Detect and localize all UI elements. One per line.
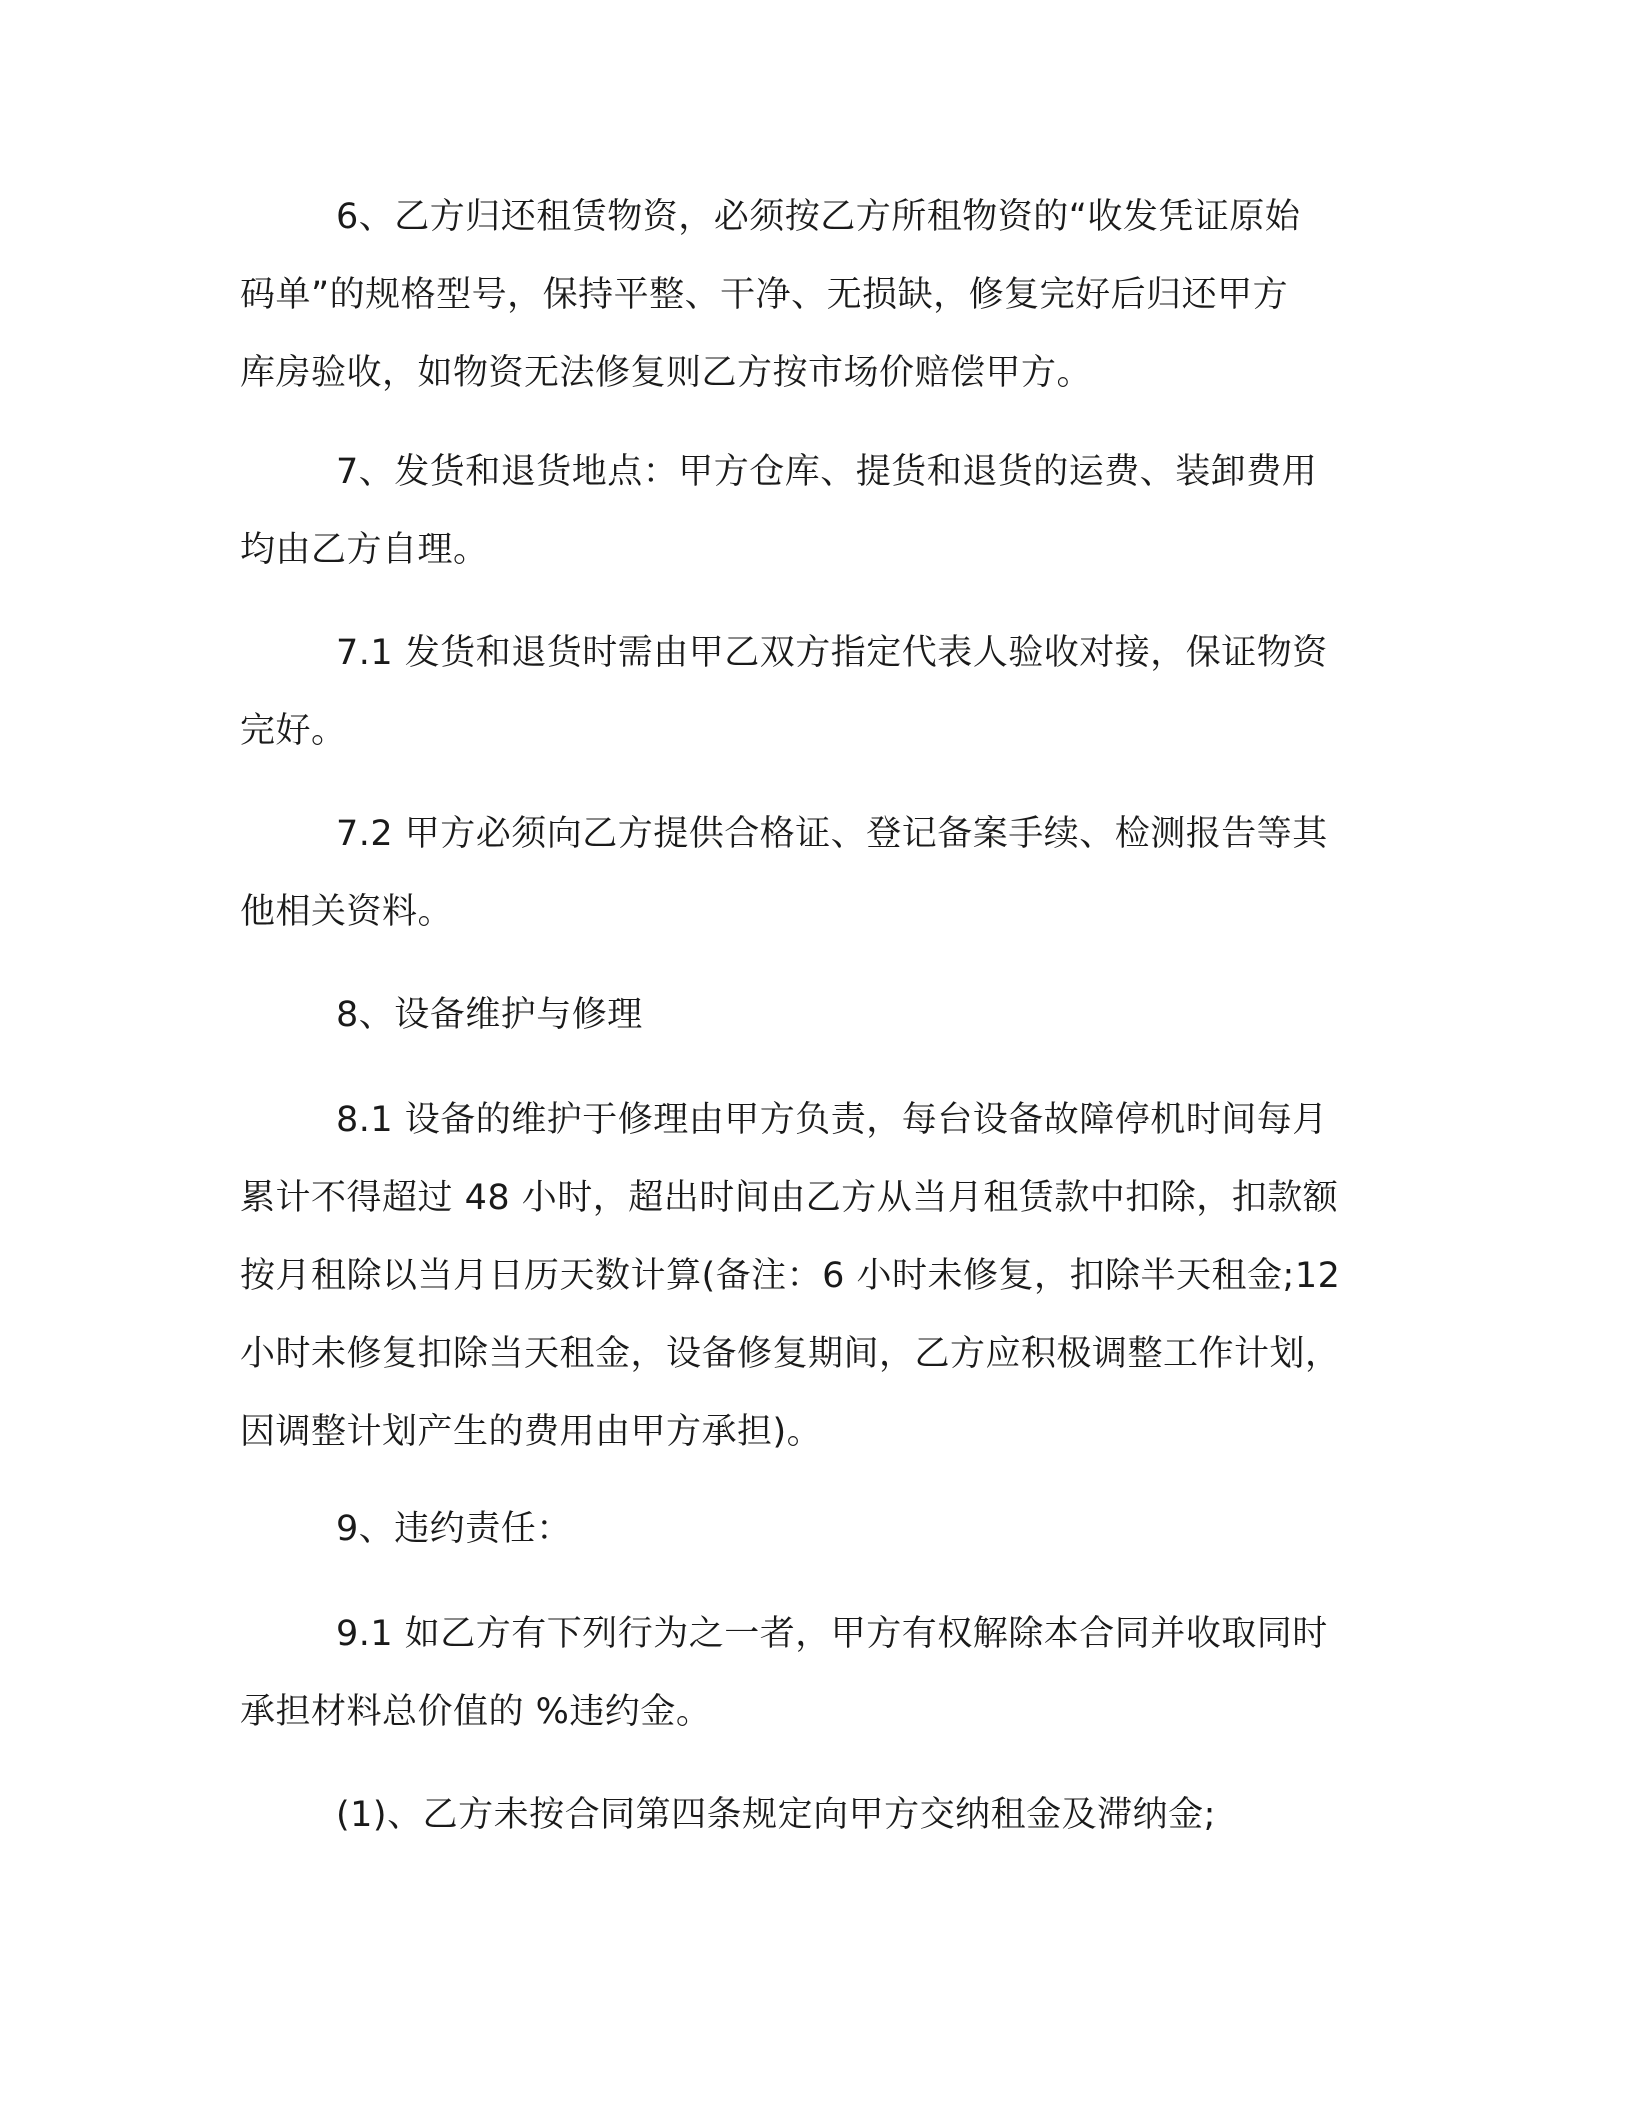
text-line: 7.1 发货和退货时需由甲乙双方指定代表人验收对接，保证物资 — [336, 633, 1328, 673]
clause-8-heading — [240, 976, 1390, 1054]
text-line: 码单”的规格型号，保持平整、干净、无损缺，修复完好后归还甲方 — [240, 275, 1289, 315]
clause-9-1 — [240, 1595, 1390, 1751]
text-line: 库房验收，如物资无法修复则乙方按市场价赔偿甲方。 — [240, 353, 1093, 393]
clause-7-2 — [240, 795, 1390, 951]
text-line: 9、违约责任： — [336, 1509, 572, 1549]
clause-7-1 — [240, 614, 1390, 770]
text-line: 8、设备维护与修理 — [336, 995, 643, 1035]
text-line: 完好。 — [240, 711, 347, 751]
text-line: 9.1 如乙方有下列行为之一者，甲方有权解除本合同并收取同时 — [336, 1614, 1328, 1654]
text-line: (1)、乙方未按合同第四条规定向甲方交纳租金及滞纳金; — [336, 1795, 1216, 1835]
clause-7 — [240, 433, 1390, 589]
text-line: 8.1 设备的维护于修理由甲方负责，每台设备故障停机时间每月 — [336, 1100, 1328, 1140]
text-line: 7、发货和退货地点：甲方仓库、提货和退货的运费、装卸费用 — [336, 452, 1318, 492]
clause-6 — [240, 178, 1390, 412]
text-line: 小时未修复扣除当天租金，设备修复期间，乙方应积极调整工作计划， — [240, 1334, 1341, 1374]
text-line: 累计不得超过 48 小时，超出时间由乙方从当月租赁款中扣除，扣款额 — [240, 1178, 1339, 1218]
text-line: 7.2 甲方必须向乙方提供合格证、登记备案手续、检测报告等其 — [336, 814, 1328, 854]
clause-8-1 — [240, 1081, 1390, 1471]
text-line: 他相关资料。 — [240, 892, 454, 932]
text-line: 按月租除以当月日历天数计算(备注：6 小时未修复，扣除半天租金;12 — [240, 1256, 1341, 1296]
clause-9-1-item-1 — [240, 1776, 1390, 1854]
text-line: 均由乙方自理。 — [240, 530, 489, 570]
text-line: 承担材料总价值的 %违约金。 — [240, 1692, 712, 1732]
text-line: 6、乙方归还租赁物资，必须按乙方所租物资的“收发凭证原始 — [336, 197, 1301, 237]
clause-9-heading — [240, 1490, 1390, 1568]
text-line: 因调整计划产生的费用由甲方承担)。 — [240, 1412, 823, 1452]
